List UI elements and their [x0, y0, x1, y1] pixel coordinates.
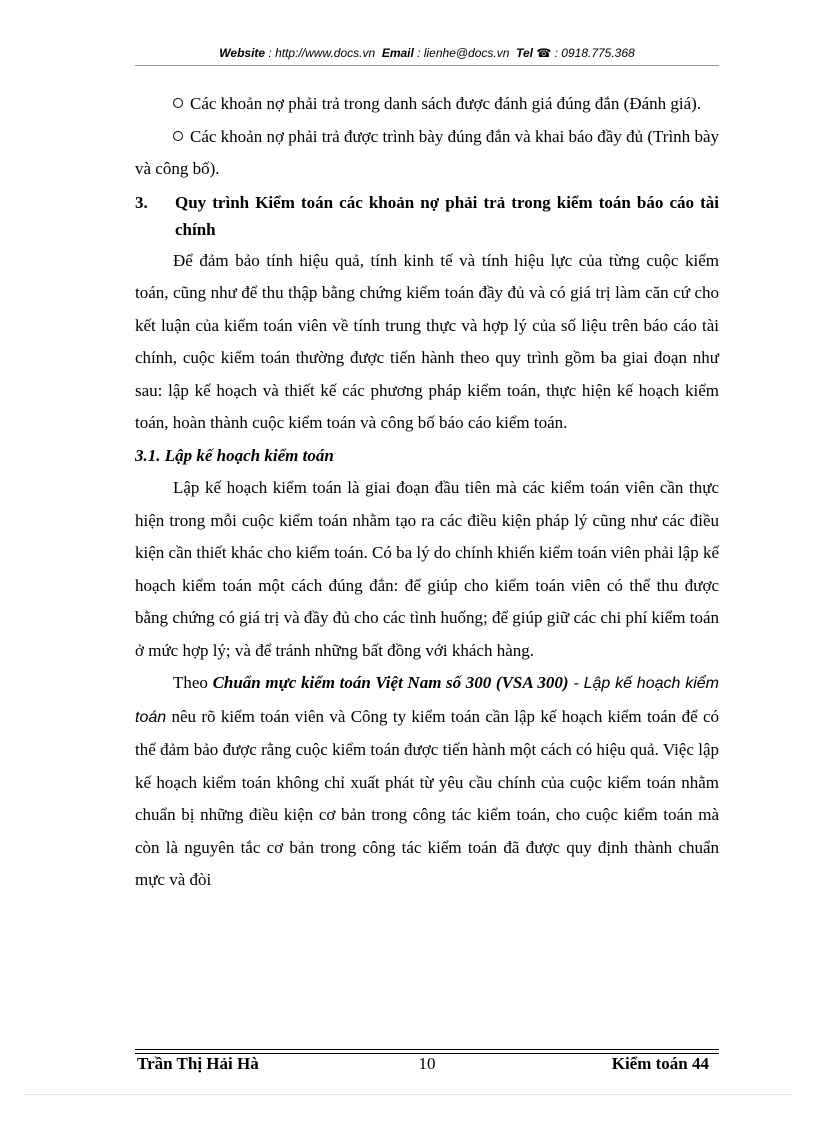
tel-value: 0918.775.368 [561, 46, 635, 60]
email-label: Email [381, 46, 414, 60]
paragraph: Theo Chuẩn mực kiểm toán Việt Nam số 300 (VSA 300) - Lập kế hoạch kiểm toán nêu rõ kiểm toán viên và Công ty kiểm toán cần lập kế hoạch kiểm toán để có thể đảm bảo được rằng cuộc kiểm toán được tiến hành một cách có hiệu quả. Việc lập kế hoạch kiểm toán không chỉ xuất phát từ yêu cầu chính của cuộc kiểm toán nhằm chuẩn bị những điều kiện cơ bản trong công tác kiểm toán, cho cuộc kiểm toán mà còn là nguyên tắc cơ bản trong công tác kiểm toán đã được quy định thành chuẩn mực và đòi [135, 673, 720, 889]
website-link[interactable]: http://www.docs.vn [275, 46, 376, 60]
page-bottom-dotted-line [25, 1094, 791, 1095]
footer-course: Kiểm toán 44 [611, 1054, 709, 1073]
phone-icon: ☎ : [533, 46, 562, 60]
circle-bullet-icon [173, 131, 183, 141]
footer-divider [135, 1049, 719, 1050]
page-footer [135, 1054, 719, 1078]
paragraph: Để đảm bảo tính hiệu quả, tính kinh tế và tính hiệu lực của từng cuộc kiểm toán, cũng như để thu thập bằng chứng kiểm toán đầy đủ và có giá trị làm căn cứ cho kết luận của kiểm toán viên về tính trung thực và hợp lý của số liệu trên báo cáo tài chính, cuộc kiểm toán thường được tiến hành theo quy trình gồm ba giai đoạn như sau: lập kế hoạch và thiết kế các phương pháp kiểm toán, thực hiện kế hoạch kiểm toán, hoàn thành cuộc kiểm toán và công bố báo cáo kiểm toán. [135, 250, 719, 432]
standard-name: Chuẩn mực kiểm toán Việt Nam số 300 (VSA 300) [212, 673, 569, 692]
section-title: Quy trình Kiểm toán các khoản nợ phải trả trong kiểm toán báo cáo tài chính [175, 192, 719, 239]
section-3-heading [135, 189, 719, 243]
header-divider [135, 65, 719, 66]
circle-bullet-icon [173, 98, 183, 108]
footer-author: Trần Thị Hải Hà [137, 1054, 259, 1073]
website-label: Website [219, 46, 266, 60]
paragraph: Lập kế hoạch kiểm toán là giai đoạn đầu tiên mà các kiểm toán viên cần thực hiện trong mỗi cuộc kiểm toán nhằm tạo ra các điều kiện pháp lý cũng như các điều kiện cần thiết khác cho kiểm toán. Có ba lý do chính khiến kiểm toán viên phải lập kế hoạch kiểm toán một cách đúng đắn: để giúp cho kiểm toán viên có thể thu được bằng chứng có giá trị và đầy đủ cho các tình huống; để giúp giữ các chi phí kiểm toán ở mức hợp lý; và để tránh những bất đồng với khách hàng. [135, 478, 719, 660]
page-header: Website : http://www.docs.vn Email : lienhe@docs.vn Tel ☎ : 0918.775.368 [219, 46, 635, 60]
bullet-item: Các khoản nợ phải trả được trình bày đúng đắn và khai báo đầy đủ (Trình bày và công bố). [135, 126, 719, 178]
page-number: 10 [418, 1054, 436, 1073]
email-link[interactable]: lienhe@docs.vn [423, 46, 510, 60]
standard-title: Lập kế hoạch kiểm toán [135, 675, 720, 726]
section-number: 3. [135, 192, 148, 212]
document-body [135, 88, 719, 897]
subsection-3-1-heading: 3.1. Lập kế hoạch kiểm toán [135, 445, 334, 465]
bullet-item: Các khoản nợ phải trả trong danh sách được đánh giá đúng đắn (Đánh giá). [135, 88, 719, 121]
tel-label: Tel [516, 46, 533, 60]
